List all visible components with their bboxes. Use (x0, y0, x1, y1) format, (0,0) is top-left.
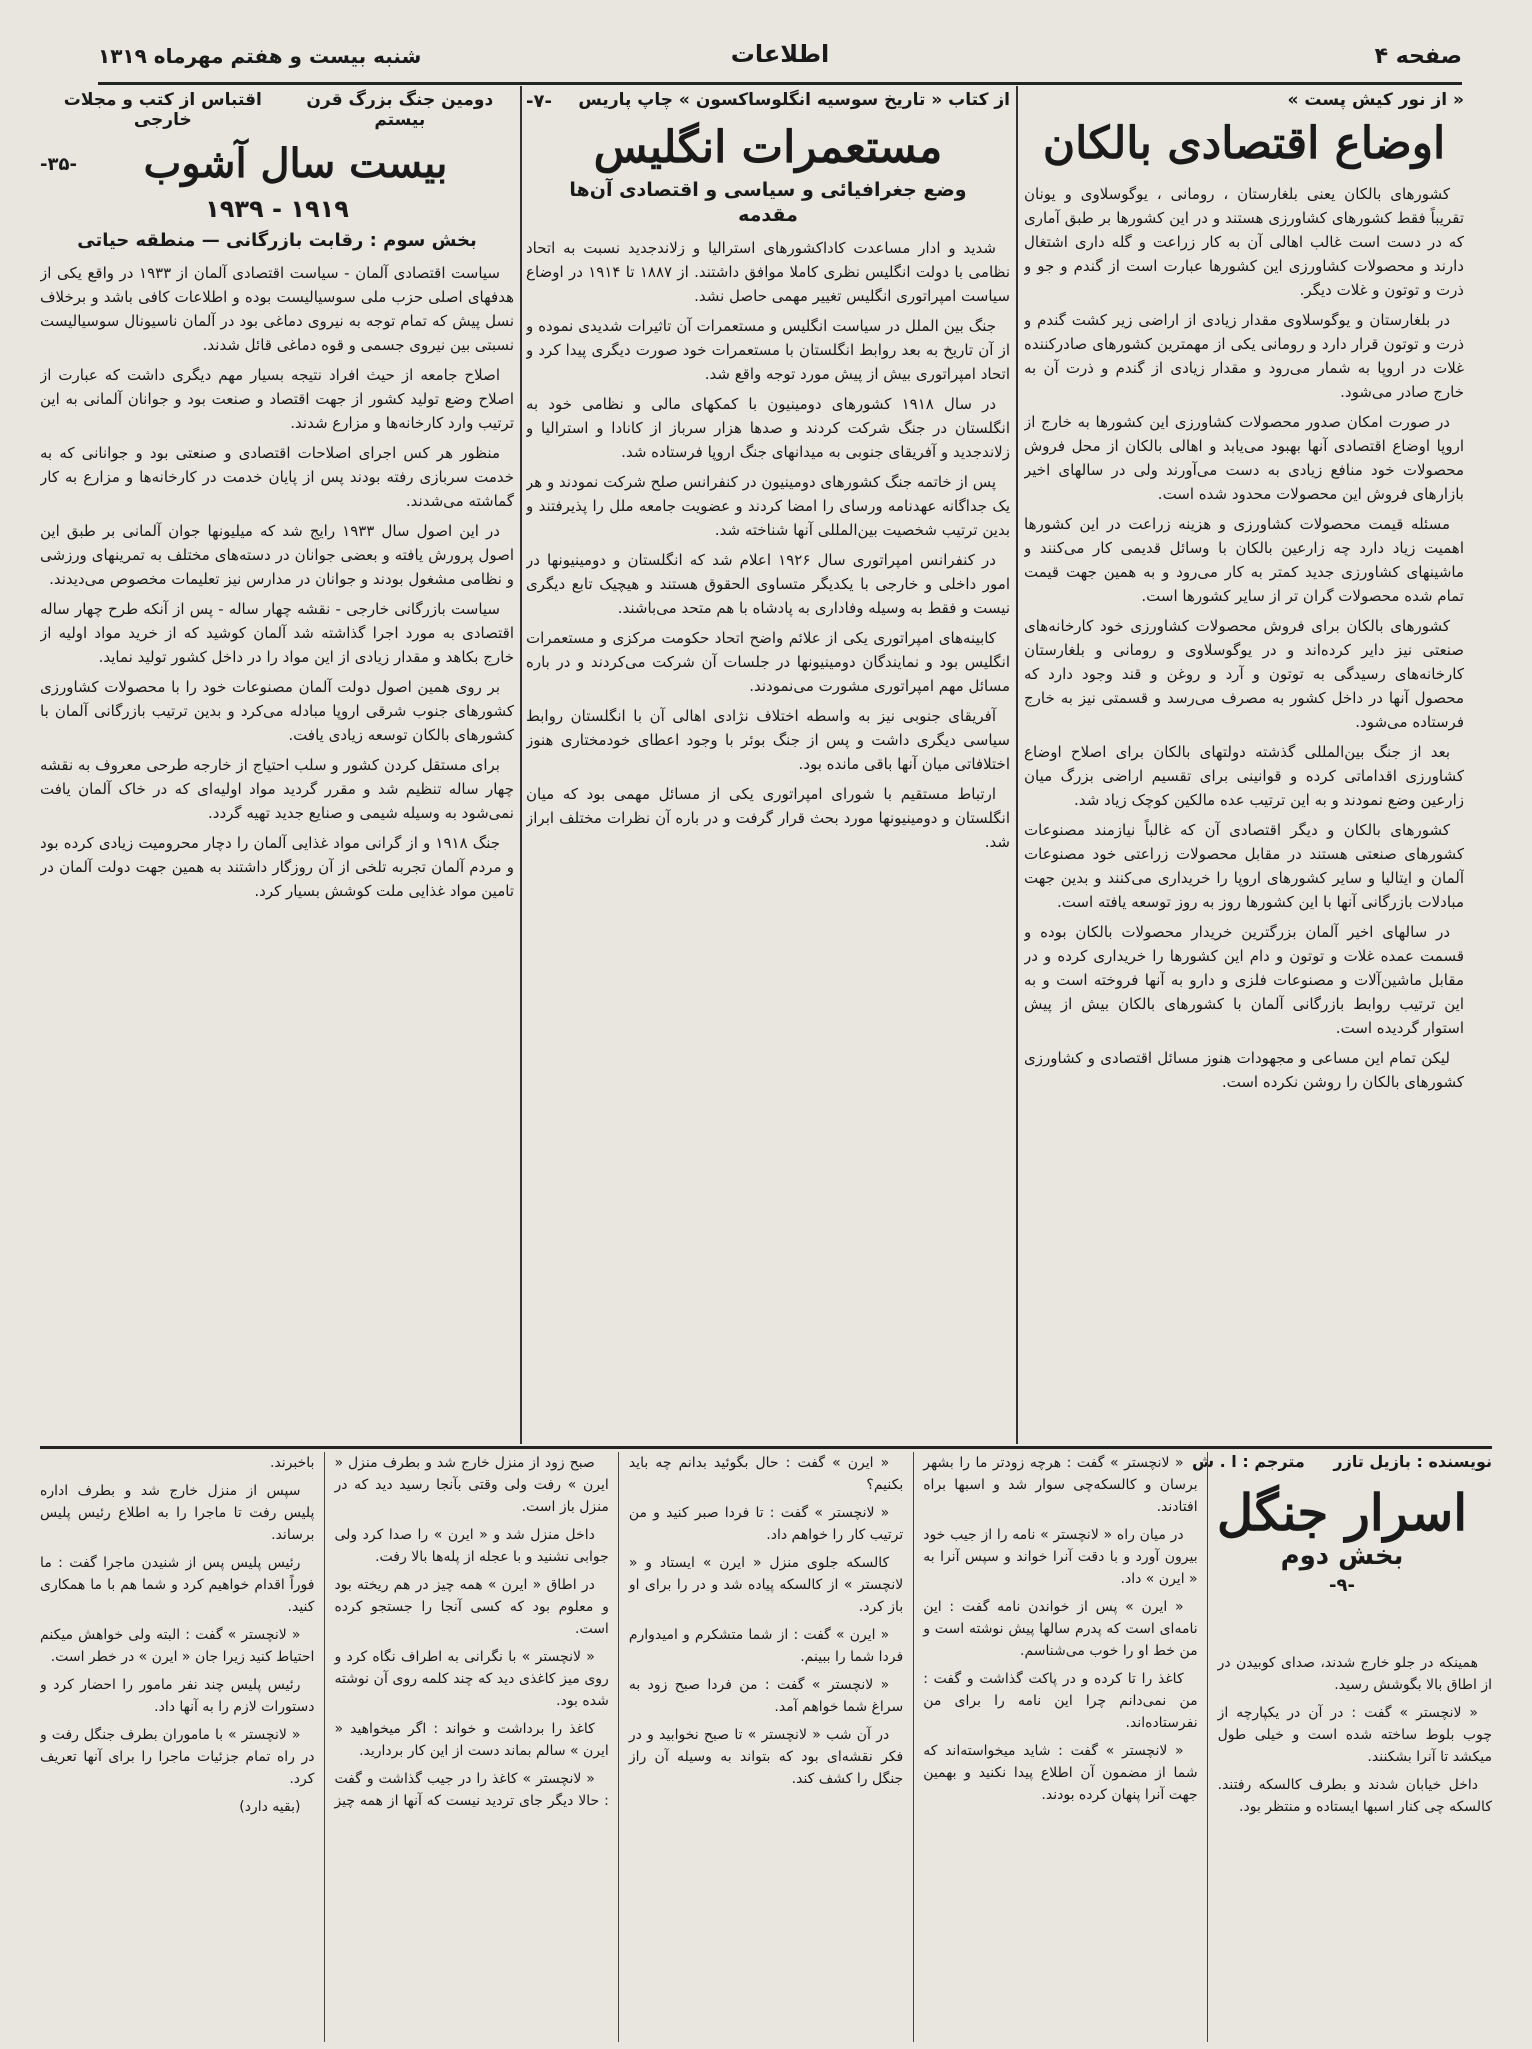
paragraph: آفریقای جنوبی نیز به واسطه اختلاف نژادی اهالی آن با انگلستان روابط سیاسی دیگری داشت و پس از جنگ بوئر با وجود اعطای خودمختاری هنوز اختلافاتی میان آنها باقی مانده بود. (526, 706, 1010, 773)
article-body (1024, 182, 1464, 1094)
paragraph: « لانچستر » گفت : شاید میخواسته‌اند که شما از مضمون آن اطلاع پیدا نکنید و بهمین جهت آنرا پنهان کرده بودند. (923, 1743, 1198, 1803)
masthead: اطلاعات (730, 40, 830, 68)
article-body (526, 236, 1010, 854)
heading-spacer (1218, 1452, 1492, 1652)
page-header (98, 28, 1462, 85)
article-body (40, 261, 514, 903)
paragraph: در سال ۱۹۱۸ کشورهای دومینیون با کمکهای مالی و نظامی خود به انگلستان در جنگ شرکت کردند و صدها هزار سرباز از کانادا و استرالیا و زلاندجدید و آفریقای جنوبی به میدانهای جنگ اروپا فرستاده شد. (526, 394, 1010, 461)
paragraph: سپس از منزل خارج شد و بطرف اداره پلیس رفت تا ماجرا را به اطلاع رئیس پلیس برساند. (40, 1483, 315, 1543)
paragraph: داخل منزل شد و « ایرن » را صدا کرد ولی جوابی نشنید و با عجله از پله‌ها بالا رفت. (334, 1527, 609, 1565)
paragraph: « ایرن » گفت : از شما متشکرم و امیدوارم فردا شما را ببینم. (628, 1627, 904, 1665)
paragraph: جنگ بین الملل در سیاست انگلیس و مستعمرات آن تاثیرات شدیدی نموده و از آن تاریخ به بعد روابط انگلستان با مستعمرات خود صورت دیگری پیدا کرد و اتحاد امپراتوری بیش از پیش مورد توجه واقع شد. (526, 316, 1010, 383)
paragraph: رئیس پلیس پس از شنیدن ماجرا گفت : ما فوراً اقدام خواهیم کرد و شما هم با ما همکاری کنید. (40, 1555, 315, 1615)
paragraph: پس از خاتمه جنگ کشورهای دومینیون در کنفرانس صلح شرکت نمودند و هر یک جداگانه عهدنامه ورسای را امضا کردند و عضویت جامعه ملل را پذیرفتند و بدین ترتیب شخصیت بین‌المللی آنها شناخته شد. (526, 472, 1010, 539)
paragraph: « لانچستر » کاغذ را در جیب گذاشت و گفت : حالا دیگر جای تردید نیست که آنها از همه چیز باخبرند. (269, 1455, 609, 1809)
section-divider (40, 1446, 1492, 1449)
column-rule (1016, 86, 1018, 1444)
paragraph: کاغذ را برداشت و خواند : اگر میخواهید « ایرن » سالم بماند دست از این کار بردارید. (334, 1721, 609, 1759)
paragraph: کشورهای بالکان و دیگر اقتصادی آن که غالباً نیازمند مصنوعات کشورهای صنعتی هستند در مقابل محصولات زراعتی خود مصنوعات آلمان و ایتالیا و سایر کشورهای اروپا را خریداری می‌کنند و بدین جهت مبادلات بازرگانی آنها با این کشورها روز به روز توسعه یافته است. (1024, 821, 1464, 912)
paragraph: جنگ ۱۹۱۸ و از گرانی مواد غذایی آلمان را دچار محرومیت زیادی کرده بود و مردم آلمان تجربه تلخی از آن روزگار داشتند به همین جهت دولت آلمان در تامین مواد غذایی ملت کوشش بسیار کرد. (40, 833, 514, 900)
paragraph: همینکه در جلو خارج شدند، صدای کوبیدن در از اطاق بالا بگوشش رسید. (1217, 1655, 1492, 1693)
article-years: ۱۹۱۹ - ۱۹۳۹ (205, 195, 349, 223)
story-author: نویسنده : بازیل تازر (1333, 1452, 1492, 1471)
paragraph: داخل خیابان شدند و بطرف کالسکه رفتند. کالسکه چی کنار اسبها ایستاده و منتظر بود. (1217, 1777, 1492, 1815)
article-twenty-years (40, 86, 514, 1442)
paragraph: کالسکه جلوی منزل « ایرن » ایستاد و « لانچستر » از کالسکه پیاده شد و در را برای او باز کرد. (628, 1555, 904, 1615)
paragraph: « لانچستر » گفت : در آن در یکپارچه از چوب بلوط ساخته شده است و خیلی طول میکشد تا آنرا بشکنند. (1217, 1705, 1492, 1765)
paragraph: شدید و ادار مساعدت کاداکشورهای استرالیا و زلاندجدید نسبت به اتحاد نظامی با دولت انگلیس نظری کاملا موافق داشتند. از ۱۸۸۷ تا ۱۹۱۴ در اوضاع سیاست امپراتوری انگلیس تغییر مهمی حاصل نشد. (526, 238, 1010, 305)
story-body (40, 1452, 1492, 2042)
article-title: مستعمرات انگلیس (593, 122, 943, 173)
paragraph: در سالهای اخیر آلمان بزرگترین خریدار محصولات بالکان بوده و قسمت عمده غلات و توتون و دام این کشورها را خریداری کرده و در مقابل ماشین‌آلات و مصنوعات فلزی و دارو به آنها فروخته است و به این ترتیب روابط بازرگانی آلمان با کشورهای بالکان بیش از پیش استوار گردیده است. (1024, 923, 1464, 1038)
serial-story (40, 1452, 1492, 2042)
article-section: بخش سوم : رقابت بازرگانی — منطقه حیاتی (77, 230, 477, 252)
paragraph: کابینه‌های امپراتوری یکی از علائم واضح اتحاد حکومت مرکزی و مستعمرات انگلیس بود و نمایندگان دومینیونها در جلسات آن شرکت می‌کردند و در باره مسائل مهم امپراتوری مشورت می‌نمودند. (526, 628, 1010, 695)
article-title: بیست سال آشوب (143, 140, 448, 187)
paragraph: مسئله قیمت محصولات کشاورزی و هزینه زراعت در این کشورها اهمیت زیاد دارد چه زارعین بالکان با وسائل قدیمی کار می‌کنند و ماشینهای کشاورزی جدید کمتر به کار می‌رود و به همین جهت قیمت تمام شده محصولات گران تر از سایر کشورها است. (1024, 515, 1464, 606)
source-note: اقتباس از کتب و مجلات خارجی (63, 90, 262, 130)
paragraph: « لانچستر » گفت : هرچه زودتر ما را بشهر برسان و کالسکه‌چی سوار شد و اسبها براه افتادند. (923, 1455, 1198, 1515)
paragraph: کشورهای بالکان برای فروش محصولات کشاورزی خود کارخانه‌های صنعتی نیز دایر کرده‌اند و در یوگوسلاوی و رومانی و بلغارستان کارخانه‌های رسیدگی به توتون و آرد و روغن و قند وجود دارد که محصول آنها در داخل کشور به مصرف می‌رسد و قسمتی نیز به خارج فرستاده می‌شود. (1024, 617, 1464, 732)
paragraph: اصلاح جامعه از حیث افراد نتیجه بسیار مهم دیگری داشت که عبارت از اصلاح وضع تولید کشور از جهت اقتصاد و صنعت بود و جوانان آلمانی به این ترتیب وارد کارخانه‌ها و مزارع شدند. (40, 365, 514, 432)
article-subtitle: وضع جغرافیائی و سیاسی و اقتصادی آن‌ها (569, 179, 967, 202)
article-intro-heading: مقدمه (738, 204, 798, 227)
paragraph: بعد از جنگ بین‌المللی گذشته دولتهای بالکان برای اصلاح اوضاع کشاورزی اقداماتی کرده و قوانینی برای تقسیم اراضی بزرگ میان زارعین وضع نمودند و به این ترتیب عده مالکین کوچک زیاد شد. (1024, 743, 1464, 810)
paragraph: سیاست اقتصادی آلمان - سیاست اقتصادی آلمان از ۱۹۳۳ در واقع یکی از هدفهای اصلی حزب ملی سوسیالیست بوده و اطلاعات کافی باشد و برخلاف نسل پیش که تمام توجه به نیروی دماغی بود در آلمان ناسیونال سوسیالیست نسبتی بین نیروی جسمی و قوه دماغی قائل شدند. (40, 263, 514, 354)
paragraph: ارتباط مستقیم با شورای امپراتوری یکی از مسائل مهمی بود که میان انگلستان و دومینیونها مورد بحث قرار گرفت و در باره آن نظرات مختلف ابراز شد. (526, 784, 1010, 851)
paragraph: در آن شب « لانچستر » تا صبح نخوابید و در فکر نقشه‌ای بود که بتواند به وسیله آن راز جنگل را کشف کند. (628, 1727, 904, 1787)
paragraph: رئیس پلیس چند نفر مامور را احضار کرد و دستورات لازم را به آنها داد. (40, 1677, 315, 1715)
installment-number: -۳۵- (40, 153, 77, 175)
paragraph: « لانچستر » با ماموران بطرف جنگل رفت و در راه تمام جزئیات ماجرا را برای آنها تعریف کرد. (40, 1727, 315, 1787)
article-kicker: « از نور کیش پست » (1287, 90, 1464, 110)
paragraph: لیکن تمام این مساعی و مجهودات هنوز مسائل اقتصادی و کشاورزی کشورهای بالکان را روشن نکرده است. (1024, 1049, 1464, 1092)
installment-number: -۷- (526, 90, 552, 112)
paragraph: سیاست بازرگانی خارجی - نقشه چهار ساله - پس از آنکه طرح چهار ساله اقتصادی به مورد اجرا گذاشته شد آلمان کوشید که از خرید مواد اولیه از خارج بکاهد و مقدار زیادی از این مواد را در داخل کشور تولید نماید. (40, 599, 514, 666)
paragraph: « لانچستر » گفت : البته ولی خواهش میکنم احتیاط کنید زیرا جان « ایرن » در خطر است. (40, 1627, 315, 1665)
paragraph: در میان راه « لانچستر » نامه را از جیب خود بیرون آورد و با دقت آنرا خواند و سپس آنرا به « ایرن » داد. (923, 1527, 1198, 1587)
paragraph: در کنفرانس امپراتوری سال ۱۹۲۶ اعلام شد که انگلستان و دومینیونها در امور داخلی و خارجی با یکدیگر متساوی الحقوق هستند و هیچیک تابع دیگری نیست و فقط به وسیله وفاداری به پادشاه با هم متحد می‌باشند. (526, 550, 1010, 617)
page-number: صفحه ۴ (1374, 44, 1462, 69)
paragraph: « ایرن » پس از خواندن نامه گفت : این نامه‌ای است که پدرم سالها پیش نوشته است و من خط او را خوب می‌شناسم. (923, 1599, 1198, 1659)
article-title: اوضاع اقتصادی بالکان (1042, 118, 1446, 169)
column-rule (520, 86, 522, 1444)
story-title: اسرار جنگل (1216, 1483, 1468, 1542)
paragraph: در بلغارستان و یوگوسلاوی مقدار زیادی از اراضی زیر کشت گندم و ذرت و توتون قرار دارد و رومانی یکی از مهمترین کشورهای صادرکننده غلات در اروپا به شمار می‌رود و مقدار زیادی از گندم و ذرت آن به خارج صادر می‌شود. (1024, 311, 1464, 402)
paragraph: (بقیه دارد) (239, 1799, 301, 1815)
installment-number: -۹- (1329, 1574, 1355, 1596)
paragraph: « لانچستر » گفت : تا فردا صبر کنید و من ترتیب کار را خواهم داد. (628, 1505, 904, 1543)
story-translator: مترجم : ا . ش (1192, 1452, 1305, 1471)
article-kicker: دومین جنگ بزرگ قرن بیستم (306, 90, 494, 130)
issue-date: شنبه بیست و هفتم مهرماه ۱۳۱۹ (98, 44, 422, 68)
article-colonies (526, 86, 1010, 1442)
article-kicker: از کتاب « تاریخ سوسیه انگلوساکسون » چاپ پاریس (578, 90, 1010, 110)
paragraph: بر روی همین اصول دولت آلمان مصنوعات خود را با محصولات کشاورزی کشورهای جنوب شرقی اروپا مبادله می‌کرد و بدین ترتیب بازرگانی آلمان با کشورهای بالکان توسعه زیادی یافت. (40, 677, 514, 744)
story-part: بخش دوم (1280, 1541, 1404, 1571)
paragraph: برای مستقل کردن کشور و سلب احتیاج از خارجه طرحی معروف به نقشه چهار ساله تنظیم شد و مقرر گردید مواد اولیه‌ای که در خاک آلمان یافت نمی‌شود به وسیله شیمی و صنایع جدید تهیه گردد. (40, 755, 514, 822)
paragraph: در اطاق « ایرن » همه چیز در هم ریخته بود و معلوم بود که کسی آنجا را جستجو کرده است. (334, 1577, 609, 1637)
paragraph: « لانچستر » گفت : من فردا صبح زود به سراغ شما خواهم آمد. (628, 1677, 904, 1715)
paragraph: در این اصول سال ۱۹۳۳ رایج شد که میلیونها جوان آلمانی بر طبق این اصول پرورش یافته و بعضی جوانان در دسته‌های مختلف به تمرینهای ورزشی و نظامی مشغول بودند و جوانان در مدارس نیز تعلیمات مخصوص می‌دیدند. (40, 521, 514, 588)
paragraph: صبح زود از منزل خارج شد و بطرف منزل « ایرن » رفت ولی وقتی بآنجا رسید دید که در منزل باز است. (334, 1455, 609, 1515)
paragraph: « ایرن » گفت : حال بگوئید بدانم چه باید بکنیم؟ (628, 1455, 904, 1493)
paragraph: کاغذ را تا کرده و در پاکت گذاشت و گفت : من نمی‌دانم چرا این نامه را برای من نفرستاده‌اند. (923, 1671, 1198, 1731)
article-balkans (1024, 86, 1464, 1442)
paragraph: در صورت امکان صدور محصولات کشاورزی این کشورها به خارج از اروپا اوضاع اقتصادی آنها بهبود می‌یابد و اهالی بالکان از محل فروش محصولات خود منافع زیادی به دست می‌آورند ولی در سالهای اخیر بازارهای فروش این محصولات محدود شده است. (1024, 413, 1464, 504)
paragraph: منظور هر کس اجرای اصلاحات اقتصادی و صنعتی بود و جوانانی که به خدمت سربازی رفته بودند پس از پایان خدمت در کارخانه‌ها و مزارع به کار گماشته می‌شدند. (40, 443, 514, 510)
paragraph: کشورهای بالکان یعنی بلغارستان ، رومانی ، یوگوسلاوی و یونان تقریباً فقط کشورهای کشاورزی هستند و در این کشورها بر طبق آماری که در دست است غالب اهالی آن به کار زراعت و گله داری اشتغال دارند و محصولات کشاورزی این کشورها عبارت است از گندم و جو و ذرت و توتون و غلات دیگر. (1024, 185, 1464, 300)
paragraph: « لانچستر » با نگرانی به اطراف نگاه کرد و روی میز کاغذی دید که چند کلمه روی آن نوشته شده بود. (334, 1649, 609, 1709)
